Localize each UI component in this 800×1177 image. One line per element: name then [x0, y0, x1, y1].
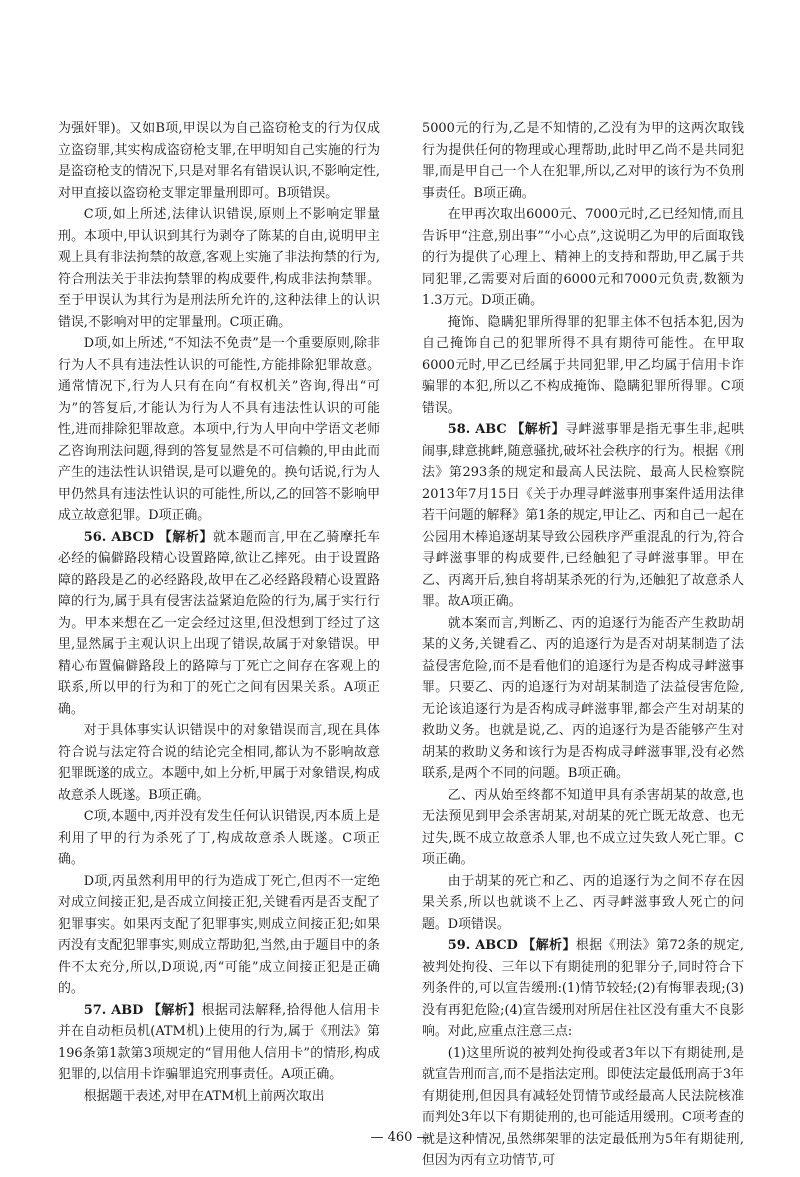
paragraph: D项,如上所述,“不知法不免责”是一个重要原则,除非行为人不具有违法性认识的可能性,方能排除犯罪故意。通常情况下,行为人只有在向“有权机关”咨询,得出“可为”的答复后,才能认为行为人不具有违法性认识的可能性,进而排除犯罪故意。本项中,行为人甲向中学语文老师乙咨询刑法问题,得到的答复显然是不可信赖的,甲由此而产生的违法性认识错误,是可以避免的。换句话说,行为人甲仍然具有违法性认识的可能性,所以,乙的回答不影响甲成立故意犯罪。D项正确。 — [58, 336, 380, 523]
paragraph: 乙、丙从始至终都不知道甲具有杀害胡某的故意,也无法预见到甲会杀害胡某,对胡某的死亡既无故意、也无过失,既不成立故意杀人罪,也不成立过失致人死亡罪。C项正确。 — [422, 787, 744, 867]
analysis-tag: 【解析】 — [147, 1002, 202, 1018]
right-column — [422, 118, 744, 1172]
analysis-tag: 【解析】 — [522, 938, 576, 953]
answer-59: 59. ABCD 【解析】根据《刑法》第72条的规定,被判处拘役、三年以下有期徒刑的犯罪分子,同时符合下列条件的,可以宣告缓刑:(1)情节较轻;(2)有悔罪表现;(3)没有再犯危险;(4)宣告缓刑对所居住社区没有重大不良影响。对此,应重点注意三点: — [422, 938, 745, 1039]
left-column — [58, 118, 380, 1107]
paragraph: 为强奸罪)。又如B项,甲误以为自己盗窃枪支的行为仅成立盗窃罪,其实构成盗窃枪支罪,在甲明知自己实施的行为是盗窃枪支的情况下,只是对罪名有错误认识,不影响定性,对甲直接以盗窃枪支罪定罪量刑即可。B项错误。 — [58, 121, 380, 201]
paragraph: (1)这里所说的被判处拘役或者3年以下有期徒刑,是就宣告刑而言,而不是指法定刑。即使法定最低刑高于3年有期徒刑,但因具有减轻处罚情节或经最高人民法院核准而判处3年以下有期徒刑的,也可能适用缓刑。C项考查的就是这种情况,虽然绑架罪的法定最低刑为5年有期徒刑,但因为丙有立功情节,可 — [422, 1045, 744, 1168]
question-number: 57. ABD — [83, 1002, 144, 1018]
paragraph: D项,丙虽然利用甲的行为造成丁死亡,但丙不一定绝对成立间接正犯,是否成立间接正犯,关键看丙是否支配了犯罪事实。如果丙支配了犯罪事实,则成立间接正犯;如果丙没有支配犯罪事实,则成立帮助犯,当然,由于题目中的条件不太充分,所以,D项说,丙“可能”成立间接正犯是正确的。 — [58, 873, 380, 996]
paragraph: C项,如上所述,法律认识错误,原则上不影响定罪量刑。本项中,甲认识到其行为剥夺了陈某的自由,说明甲主观上具有非法拘禁的故意,客观上实施了非法拘禁的行为,符合刑法关于非法拘禁罪的构成要件,构成非法拘禁罪。至于甲误认为其行为是刑法所允许的,这种法律上的认识错误,不影响对甲的定罪量刑。C项正确。 — [58, 207, 380, 330]
analysis-tag: 【解析】 — [511, 422, 566, 437]
question-number: 59. ABCD — [447, 938, 518, 953]
question-number: 56. ABCD — [83, 529, 154, 545]
question-number: 58. ABC — [447, 422, 507, 437]
paragraph: 5000元的行为,乙是不知情的,乙没有为甲的这两次取钱行为提供任何的物理或心理帮助,此时甲乙尚不是共同犯罪,而是甲自己一个人在犯罪,所以,乙对甲的该行为不负刑事责任。B项正确。 — [422, 121, 744, 201]
page-number: — 460 — — [370, 1130, 430, 1145]
paragraph: 在甲再次取出6000元、7000元时,乙已经知情,而且告诉甲“注意,别出事”“小心点”,这说明乙为甲的后面取钱的行为提供了心理上、精神上的支持和帮助,甲乙属于共同犯罪,乙需要对后面的6000元和7000元负责,数额为1.3万元。D项正确。 — [422, 207, 744, 308]
paragraph: 根据题干表述,对甲在ATM机上前两次取出 — [83, 1088, 325, 1104]
paragraph: 由于胡某的死亡和乙、丙的追逐行为之间不存在因果关系,所以也就谈不上乙、丙寻衅滋事致人死亡的问题。D项错误。 — [422, 873, 744, 932]
paragraph: 掩饰、隐瞒犯罪所得罪的犯罪主体不包括本犯,因为自己掩饰自己的犯罪所得不具有期待可能性。在甲取6000元时,甲乙已经属于共同犯罪,甲乙均属于信用卡诈骗罪的本犯,所以乙不构成掩饰、隐瞒犯罪所得罪。C项错误。 — [422, 314, 744, 416]
paragraph: 对于具体事实认识错误中的对象错误而言,现在具体符合说与法定符合说的结论完全相同,都认为不影响故意犯罪既遂的成立。本题中,如上分析,甲属于对象错误,构成故意杀人既遂。B项正确。 — [58, 723, 380, 803]
analysis-tag: 【解析】 — [158, 529, 214, 545]
answer-56: 56. ABCD 【解析】就本题而言,甲在乙骑摩托车必经的偏僻路段精心设置路障,欲让乙摔死。由于设置路障的路段是乙的必经路段,故甲在乙必经路段精心设置路障的行为,属于具有侵害法益紧迫危险的行为,属于实行行为。甲本来想在乙一定会经过这里,但没想到丁经过了这里,显然属于主观认识上出现了错误,故属于对象错误。甲精心布置偏僻路段上的路障与丁死亡之间存在客观上的联系,所以甲的行为和丁的死亡之间有因果关系。A项正确。 — [58, 529, 380, 717]
paragraph: 就本案而言,判断乙、丙的追逐行为能否产生救助胡某的义务,关键看乙、丙的追逐行为是否对胡某制造了法益侵害危险,而不是看他们的追逐行为是否构成寻衅滋事罪。只要乙、丙的追逐行为对胡某制造了法益侵害危险,无论该追逐行为是否构成寻衅滋事罪,都会产生对胡某的救助义务。也就是说,乙、丙的追逐行为是否能够产生对胡某的救助义务和该行为是否构成寻衅滋事罪,没有必然联系,是两个不同的问题。B项正确。 — [422, 615, 744, 781]
paragraph: C项,本题中,丙并没有发生任何认识错误,丙本质上是利用了甲的行为杀死了丁,构成故意杀人既遂。C项正确。 — [58, 809, 380, 867]
answer-57: 57. ABD 【解析】根据司法解释,拾得他人信用卡并在自动柜员机(ATM机)上使用的行为,属于《刑法》第196条第1款第3项规定的“冒用他人信用卡”的情形,构成犯罪的,以信用卡诈骗罪追究刑事责任。A项正确。 — [58, 1002, 380, 1082]
answer-58: 58. ABC 【解析】寻衅滋事罪是指无事生非,起哄闹事,肆意挑衅,随意骚扰,破坏社会秩序的行为。根据《刑法》第293条的规定和最高人民法院、最高人民检察院2013年7月15日《关于办理寻衅滋事刑事案件适用法律若干问题的解释》第1条的规定,甲让乙、丙和自己一起在公园用木棒追逐胡某导致公园秩序严重混乱的行为,符合寻衅滋事罪的构成要件,已经触犯了寻衅滋事罪。甲在乙、丙离开后,独自将胡某杀死的行为,还触犯了故意杀人罪。故A项正确。 — [422, 422, 744, 609]
